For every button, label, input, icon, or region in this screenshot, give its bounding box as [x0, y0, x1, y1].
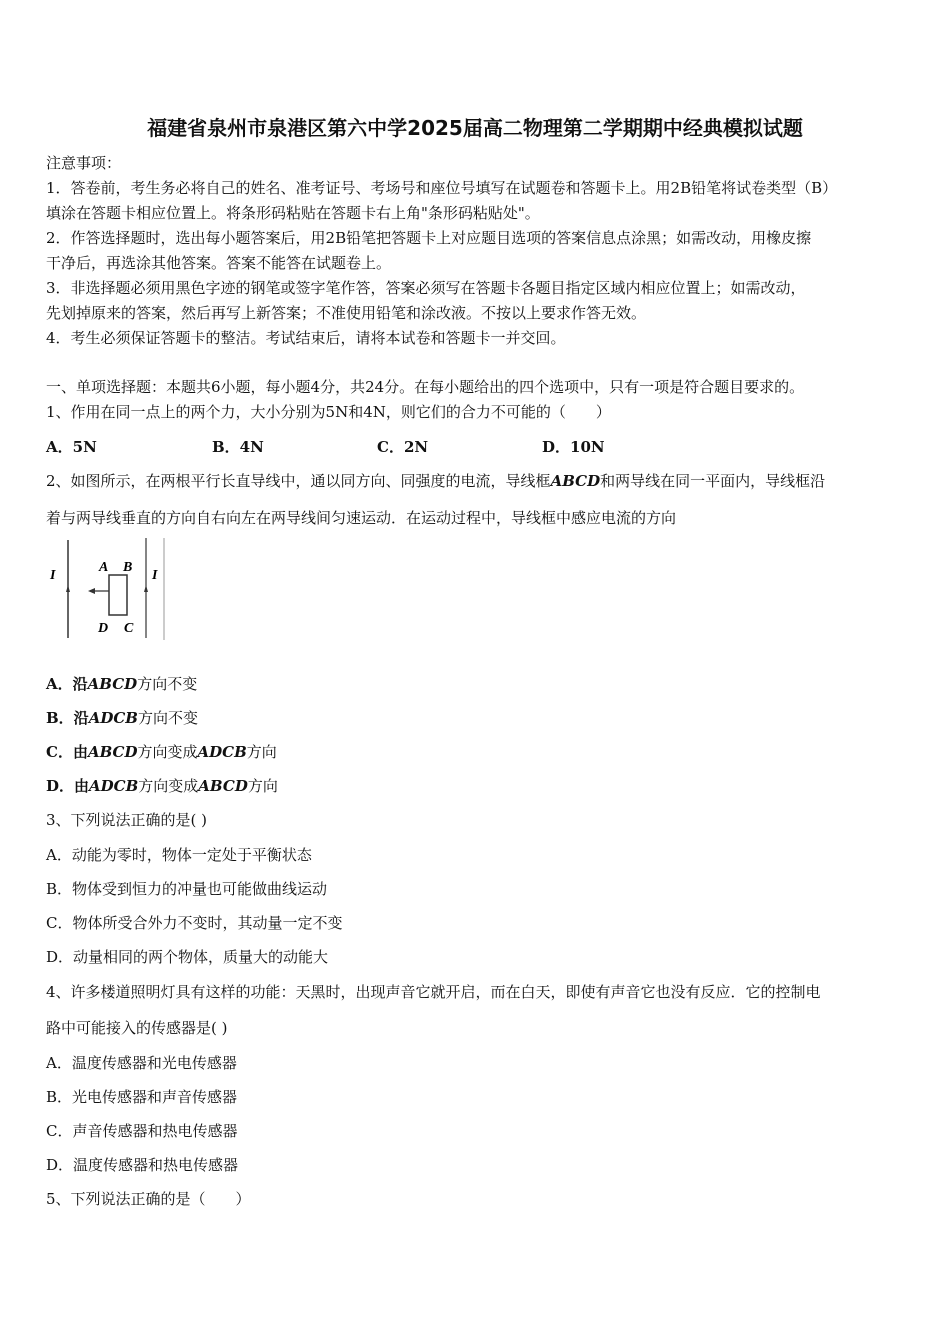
q3-option-b: B．物体受到恒力的冲量也可能做曲线运动: [46, 880, 328, 898]
option-prefix: B．沿: [46, 709, 89, 727]
wire-frame-diagram: [46, 535, 176, 645]
notice-line: 填涂在答题卡相应位置上。将条形码粘贴在答题卡右上角"条形码粘贴处"。: [46, 204, 540, 222]
question-2-stem-line1: [46, 471, 916, 491]
option-text: 方向变成: [138, 777, 199, 795]
page-title: 福建省泉州市泉港区第六中学2025届高二物理第二学期期中经典模拟试题: [147, 116, 803, 140]
q4-option-d: D．温度传感器和热电传感器: [46, 1156, 239, 1174]
option-prefix: A．沿: [46, 675, 88, 693]
right-wire-current-arrow: [144, 585, 148, 592]
q2-option-a: [46, 674, 916, 694]
left-wire-current-arrow: [66, 585, 70, 592]
option-text: 方向不变: [137, 709, 198, 727]
notice-line: 3．非选择题必须用黑色字迹的钢笔或签字笔作答，答案必须写在答题卡各题目指定区域内相应位置上；如需改动，: [46, 279, 806, 297]
question-4-stem-line2: 路中可能接入的传感器是( ): [46, 1019, 228, 1037]
q1-option-c: C．2N: [377, 438, 429, 456]
wire-frame-figure: [46, 535, 176, 645]
motion-arrowhead: [88, 588, 95, 594]
option-prefix: D．由: [46, 777, 90, 795]
option-prefix: C．由: [46, 743, 88, 761]
option-frame-name: ABCD: [87, 743, 138, 761]
question-2-stem-line2: 着与两导线垂直的方向自右向左在两导线间匀速运动．在运动过程中，导线框中感应电流的方向: [46, 509, 677, 527]
current-label-left: I: [50, 568, 56, 583]
q4-option-c: C．声音传感器和热电传感器: [46, 1122, 238, 1140]
q4-option-b: B．光电传感器和声音传感器: [46, 1088, 238, 1106]
q1-option-b: B．4N: [212, 438, 264, 456]
q3-option-a: A．动能为零时，物体一定处于平衡状态: [46, 846, 312, 864]
option-text: 方向: [246, 743, 277, 761]
question-3-stem: 3、下列说法正确的是( ): [46, 811, 208, 829]
option-text: 方向不变: [137, 675, 198, 693]
q2-option-b: [46, 708, 916, 728]
vertex-label-b: B: [123, 560, 133, 575]
question-4-stem-line1: 4、许多楼道照明灯具有这样的功能：天黑时，出现声音它就开启，而在白天，即使有声音它也没有反应．它的控制电: [46, 983, 821, 1001]
option-frame-name: ABCD: [87, 675, 138, 693]
q2-stem-text: 和两导线在同一平面内，导线框沿: [600, 472, 826, 490]
q2-stem-text: 2、如图所示，在两根平行长直导线中，通以同方向、同强度的电流，导线框: [46, 472, 551, 490]
vertex-label-a: A: [99, 560, 109, 575]
q2-option-d: [46, 776, 916, 796]
vertex-label-c: C: [124, 621, 134, 636]
option-frame-name: ADCB: [197, 743, 247, 761]
q2-stem-frame-name: ABCD: [550, 472, 601, 490]
option-frame-name: ABCD: [198, 777, 248, 795]
q2-option-c: [46, 742, 916, 762]
q1-option-d: D．10N: [542, 438, 605, 456]
q3-option-c: C．物体所受合外力不变时，其动量一定不变: [46, 914, 343, 932]
option-text: 方向变成: [137, 743, 198, 761]
q1-option-a: A．5N: [46, 438, 97, 456]
question-1-stem: 1、作用在同一点上的两个力，大小分别为5N和4N，则它们的合力不可能的（ ）: [46, 403, 611, 421]
q4-option-a: A．温度传感器和光电传感器: [46, 1054, 237, 1072]
option-frame-name: ADCB: [88, 709, 138, 727]
section-heading: 一、单项选择题：本题共6小题，每小题4分，共24分。在每小题给出的四个选项中，只有一项是符合题目要求的。: [46, 378, 805, 396]
current-label-right: I: [152, 568, 158, 583]
notice-line: 4．考生必须保证答题卡的整洁。考试结束后，请将本试卷和答题卡一并交回。: [46, 329, 566, 347]
notice-line: 干净后，再选涂其他答案。答案不能答在试题卷上。: [46, 254, 392, 272]
notice-line: 1．答卷前，考生务必将自己的姓名、准考证号、考场号和座位号填写在试题卷和答题卡上。用2B铅笔将试卷类型（B）: [46, 179, 838, 197]
vertex-label-d: D: [98, 621, 109, 636]
q3-option-d: D．动量相同的两个物体，质量大的动能大: [46, 948, 329, 966]
question-5-stem: 5、下列说法正确的是（ ）: [46, 1190, 251, 1208]
option-text: 方向: [247, 777, 278, 795]
notice-heading: 注意事项：: [46, 154, 122, 172]
option-frame-name: ADCB: [89, 777, 139, 795]
notice-line: 2．作答选择题时，选出每小题答案后，用2B铅笔把答题卡上对应题目选项的答案信息点涂黑；如需改动，用橡皮擦: [46, 229, 812, 247]
frame-abcd: [109, 575, 127, 615]
notice-line: 先划掉原来的答案，然后再写上新答案；不准使用铅笔和涂改液。不按以上要求作答无效。: [46, 304, 647, 322]
